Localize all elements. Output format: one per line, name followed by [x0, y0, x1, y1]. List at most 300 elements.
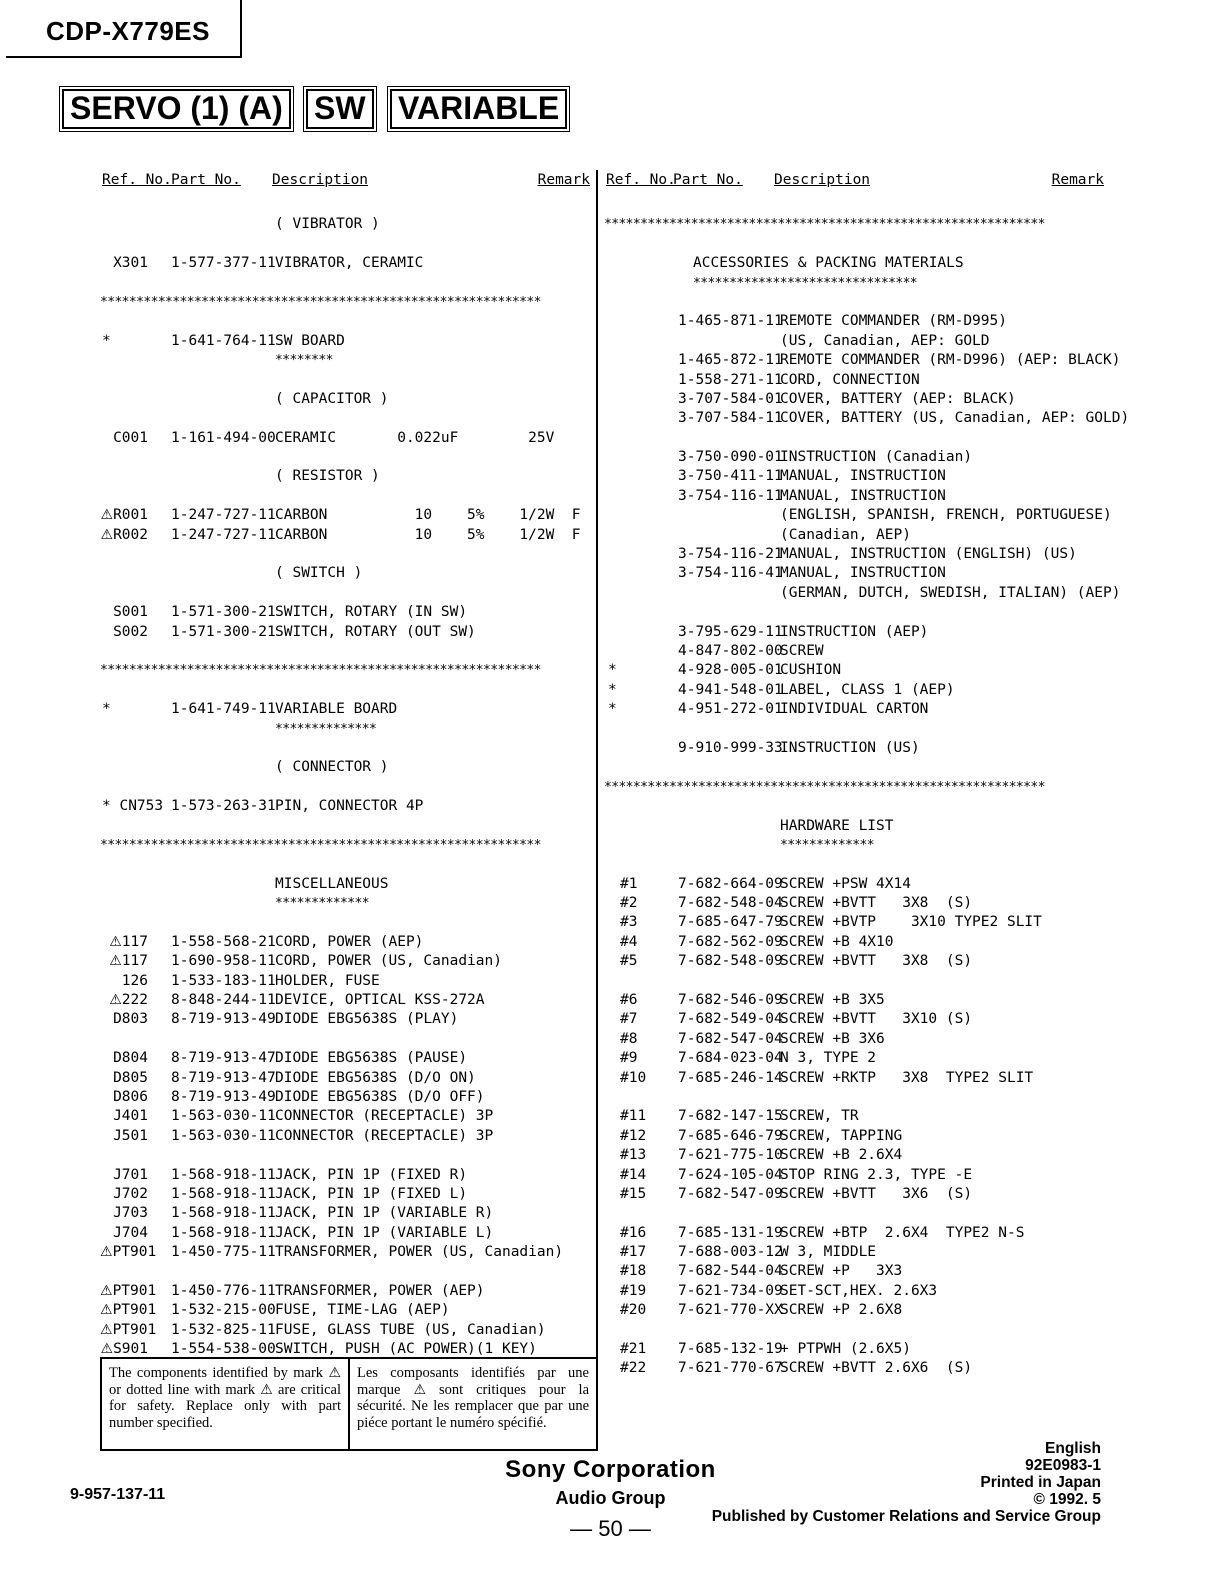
description: DIODE EBG5638S (D/O OFF) [275, 1088, 485, 1105]
ref-no [100, 952, 148, 971]
part-no: 3-707-584-01 [678, 390, 783, 407]
description: SCREW +BVTT 3X8 (S) [780, 953, 973, 970]
description-continued: (Canadian, AEP) [780, 526, 911, 543]
row-gap [604, 1204, 1104, 1223]
description: MANUAL, INSTRUCTION [780, 487, 946, 504]
safety-notice [100, 1357, 598, 1451]
description: REMOTE COMMANDER (RM-D995) [780, 313, 1007, 330]
part-row [100, 933, 590, 952]
part-no: 1-568-918-11 [171, 1166, 276, 1183]
part-row [604, 1010, 1104, 1029]
part-row [604, 545, 1104, 564]
ref-no: #6 [620, 992, 638, 1009]
description: CONNECTOR (RECEPTACLE) 3P [275, 1108, 494, 1125]
part-row [604, 661, 1104, 680]
ref-no [100, 1185, 148, 1204]
board-underline: ******** [275, 353, 333, 369]
part-row [604, 409, 1130, 428]
part-row [604, 371, 1104, 390]
part-no: 1-563-030-11 [171, 1127, 276, 1144]
part-no: 1-450-775-11 [171, 1244, 276, 1261]
description: SCREW +BVTT 3X6 (S) [780, 1185, 973, 1202]
print-date: © 1992. 5 [1033, 1491, 1101, 1508]
ref-text: PT901 [112, 1282, 157, 1299]
description: SCREW, TR [780, 1108, 859, 1125]
separator-stars: ************************************************************* [100, 294, 541, 310]
part-no: 7-682-544-04 [678, 1263, 783, 1280]
part-no: 7-682-549-04 [678, 1011, 783, 1028]
part-row [604, 1301, 1104, 1320]
part-no: 1-532-825-11 [171, 1321, 276, 1338]
ref-no [100, 933, 148, 952]
part-row: ⚠R001 1-247-727-11 CARBON 10 5% 1/2W F [100, 506, 590, 525]
ref-text: PT901 [112, 1302, 157, 1319]
part-no: 8-719-913-47 [171, 1050, 276, 1067]
header-remark: Remark [1051, 172, 1104, 188]
safety-warning-icon: ⚠ [100, 1321, 113, 1338]
separator-stars: ************************************************************* [604, 217, 1045, 233]
ref-no [100, 1107, 148, 1126]
part-no: 1-690-958-11 [171, 953, 276, 970]
part-row: * 1-641-764-11 SW BOARD [102, 332, 345, 349]
part-row [604, 312, 1104, 331]
header-part-no: Part No. [673, 172, 743, 188]
part-row [100, 1282, 590, 1301]
part-no: 1-465-871-11 [678, 313, 783, 330]
mark: * [608, 701, 617, 718]
part-row [604, 681, 1104, 700]
part-row [604, 506, 1112, 525]
part-row [100, 972, 590, 991]
description: DIODE EBG5638S (D/O ON) [275, 1069, 476, 1086]
right-parts-column [604, 168, 1130, 1379]
mark: * [608, 681, 617, 698]
safety-warning-icon: ⚠ [100, 1302, 113, 1319]
description: MANUAL, INSTRUCTION [780, 468, 946, 485]
part-row [100, 1069, 590, 1088]
description: SCREW +BVTT 2.6X6 (S) [780, 1360, 973, 1377]
ref-text: J701 [113, 1166, 148, 1183]
part-no: 7-621-770-67 [678, 1360, 783, 1377]
ref-text: 126 [121, 972, 148, 989]
publisher: Published by Customer Relations and Service Group [711, 1508, 1101, 1525]
description: SCREW +BTP 2.6X4 TYPE2 N-S [780, 1224, 1025, 1241]
part-row [100, 1321, 590, 1340]
part-row [604, 448, 1104, 467]
description: CORD, CONNECTION [780, 371, 920, 388]
description: SCREW +BVTT 3X8 (S) [780, 895, 973, 912]
part-row [604, 467, 1104, 486]
column-headers [100, 168, 590, 196]
section-miscellaneous: MISCELLANEOUS [275, 875, 389, 892]
description: + PTPWH (2.6X5) [780, 1341, 911, 1358]
description: DIODE EBG5638S (PAUSE) [275, 1050, 468, 1067]
description: SCREW +PSW 4X14 [780, 875, 911, 892]
part-no: 8-848-244-11 [171, 992, 276, 1009]
part-row [100, 1204, 590, 1223]
ref-text: J501 [113, 1127, 148, 1144]
description-continued: (ENGLISH, SPANISH, FRENCH, PORTUGUESE) [780, 507, 1112, 524]
corporation-name: Sony Corporation [505, 1456, 716, 1483]
part-row [604, 1049, 1104, 1068]
part-no: 4-941-548-01 [678, 681, 783, 698]
description: INDIVIDUAL CARTON [780, 701, 929, 718]
part-no: 1-450-776-11 [171, 1282, 276, 1299]
ref-no: #8 [620, 1030, 638, 1047]
part-row [100, 1107, 590, 1126]
description: SCREW +B 3X5 [780, 992, 885, 1009]
description: SCREW [780, 642, 824, 659]
corporation-group: Audio Group [555, 1488, 666, 1508]
heading-sw: SW [306, 89, 374, 129]
part-row [604, 875, 1104, 894]
part-row [604, 1262, 1104, 1281]
part-no: 1-558-568-21 [171, 933, 276, 950]
section-underline: ************* [780, 837, 874, 853]
accessories-list [604, 312, 1130, 758]
row-gap [100, 1262, 590, 1281]
ref-text: PT901 [112, 1321, 157, 1338]
ref-no: #13 [620, 1147, 647, 1164]
section-underline: ******************************* [693, 275, 918, 291]
ref-no: #17 [620, 1244, 647, 1261]
description: SCREW +B 4X10 [780, 933, 894, 950]
safety-notice-french: Les composants identifiés par une marque ⚠ sont critiques pour la sécurité. Ne les remplacer que par une piéce portant le numéro spécifié. [357, 1365, 590, 1431]
ref-no [100, 972, 148, 991]
safety-warning-icon: ⚠ [109, 953, 122, 970]
description: CONNECTOR (RECEPTACLE) 3P [275, 1127, 494, 1144]
ref-no: #21 [620, 1341, 647, 1358]
description: JACK, PIN 1P (FIXED R) [275, 1166, 468, 1183]
description: FUSE, GLASS TUBE (US, Canadian) [275, 1321, 546, 1338]
left-parts-column [100, 168, 590, 1359]
ref-no: #1 [620, 875, 638, 892]
description: CORD, POWER (US, Canadian) [275, 953, 502, 970]
description: INSTRUCTION (US) [780, 739, 920, 756]
section-switch: ( SWITCH ) [275, 565, 363, 582]
part-row: C001 1-161-494-00 CERAMIC 0.022uF 25V [113, 429, 555, 446]
ref-text: PT901 [112, 1244, 157, 1261]
part-row [604, 1146, 1104, 1165]
part-no: 7-682-664-09 [678, 875, 783, 892]
safety-warning-icon: ⚠ [413, 1381, 427, 1398]
section-vibrator: ( VIBRATOR ) [275, 216, 380, 233]
section-capacitor: ( CAPACITOR ) [275, 390, 389, 407]
part-row [604, 1340, 1104, 1359]
ref-no: #20 [620, 1302, 647, 1319]
part-no: 3-754-116-41 [678, 565, 783, 582]
ref-no: #7 [620, 1011, 638, 1028]
row-gap [604, 603, 1104, 622]
part-no: 3-707-584-11 [678, 410, 783, 427]
description: W 3, MIDDLE [780, 1244, 877, 1261]
document-code: 92E0983-1 [1025, 1457, 1101, 1474]
safety-warning-icon: ⚠ [100, 1244, 113, 1261]
part-no: 7-621-734-09 [678, 1282, 783, 1299]
part-row [604, 487, 1104, 506]
header-part-no: Part No. [171, 172, 241, 188]
part-row: X301 1-577-377-11 VIBRATOR, CERAMIC [113, 255, 424, 272]
part-row [100, 1224, 590, 1243]
ref-no [100, 1069, 148, 1088]
ref-no [100, 1127, 148, 1146]
language-label: English [1045, 1440, 1101, 1457]
part-no: 7-682-546-09 [678, 992, 783, 1009]
part-row [604, 1282, 1104, 1301]
part-no: 7-621-775-10 [678, 1147, 783, 1164]
part-row [604, 623, 1104, 642]
separator-stars: ************************************************************* [604, 779, 1045, 795]
ref-no: #9 [620, 1050, 638, 1067]
ref-no: #11 [620, 1108, 647, 1125]
part-no: 7-682-548-04 [678, 895, 783, 912]
ref-text: J401 [113, 1108, 148, 1125]
separator-stars: ************************************************************* [100, 837, 541, 853]
row-gap [604, 972, 1104, 991]
ref-no [100, 1166, 148, 1185]
safety-warning-icon: ⚠ [100, 1341, 114, 1358]
part-row: S002 1-571-300-21 SWITCH, ROTARY (OUT SW) [113, 623, 476, 640]
description: MANUAL, INSTRUCTION [780, 565, 946, 582]
ref-no [100, 991, 148, 1010]
description: CORD, POWER (AEP) [275, 933, 424, 950]
board-underline: ************** [275, 721, 377, 737]
part-no: 8-719-913-49 [171, 1088, 276, 1105]
hardware-list [604, 875, 1104, 1379]
ref-text: J702 [113, 1185, 148, 1202]
part-row: * CN753 1-573-263-31 PIN, CONNECTOR 4P [102, 798, 424, 815]
part-row [604, 1030, 1104, 1049]
description: SCREW, TAPPING [780, 1127, 903, 1144]
part-no: 7-685-132-19 [678, 1341, 783, 1358]
part-no: 7-682-562-09 [678, 933, 783, 950]
header-description: Description [272, 172, 369, 188]
description: COVER, BATTERY (US, Canadian, AEP: GOLD) [780, 410, 1130, 427]
separator-stars: ************************************************************* [100, 663, 541, 679]
part-no: 7-685-246-14 [678, 1069, 783, 1086]
safety-warning-icon: ⚠ [260, 1381, 273, 1398]
description: JACK, PIN 1P (VARIABLE R) [275, 1205, 494, 1222]
part-no: 7-682-548-09 [678, 953, 783, 970]
description: HOLDER, FUSE [275, 972, 380, 989]
ref-no [100, 1243, 157, 1262]
description: CUSHION [780, 662, 842, 679]
header-description: Description [774, 172, 871, 188]
part-row [604, 739, 1104, 758]
part-no: 7-688-003-12 [678, 1244, 783, 1261]
part-no: 1-568-918-11 [171, 1185, 276, 1202]
part-row [100, 1127, 590, 1146]
part-row [100, 952, 590, 971]
description: SCREW +B 3X6 [780, 1030, 885, 1047]
ref-no: #15 [620, 1185, 647, 1202]
description: SCREW +B 2.6X4 [780, 1147, 903, 1164]
description: N 3, TYPE 2 [780, 1050, 877, 1067]
ref-no [100, 1010, 148, 1029]
part-no: 4-847-802-00 [678, 642, 783, 659]
description: SCREW +BVTP 3X10 TYPE2 SLIT [780, 914, 1042, 931]
ref-text: D804 [113, 1050, 148, 1067]
part-no: 7-621-770-XX [678, 1302, 783, 1319]
part-row: ⚠R002 1-247-727-11 CARBON 10 5% 1/2W F [100, 526, 590, 545]
part-row [100, 1088, 590, 1107]
description: STOP RING 2.3, TYPE -E [780, 1166, 973, 1183]
part-row [604, 991, 1104, 1010]
row-gap [604, 1321, 1104, 1340]
description: JACK, PIN 1P (FIXED L) [275, 1185, 468, 1202]
part-row [100, 1049, 590, 1068]
ref-text: S901 [113, 1341, 148, 1358]
part-no: 3-750-090-01 [678, 449, 783, 466]
row-gap [100, 1030, 590, 1049]
part-row [604, 526, 1104, 545]
part-no: 1-568-918-11 [171, 1205, 276, 1222]
part-row [100, 1166, 590, 1185]
printed-in: Printed in Japan [980, 1474, 1101, 1491]
row-gap [604, 1088, 1104, 1107]
part-row [100, 1301, 590, 1320]
part-row [604, 952, 1104, 971]
description-continued: (GERMAN, DUTCH, SWEDISH, ITALIAN) (AEP) [780, 584, 1121, 601]
part-no: 7-682-147-15 [678, 1108, 783, 1125]
ref-no [100, 1321, 157, 1340]
part-row [604, 933, 1104, 952]
ref-no [100, 1049, 148, 1068]
part-no: 1-533-183-11 [171, 972, 276, 989]
part-no: 1-558-271-11 [678, 371, 783, 388]
ref-no: #3 [620, 914, 638, 931]
ref-no: #4 [620, 933, 638, 950]
ref-text: D803 [113, 1011, 148, 1028]
part-row [604, 584, 1121, 603]
header-ref-no: Ref. No. [102, 172, 172, 188]
description-continued: (US, Canadian, AEP: GOLD [780, 332, 990, 349]
part-no: 7-684-023-04 [678, 1050, 783, 1067]
model-number: CDP-X779ES [46, 16, 210, 46]
header-remark: Remark [537, 172, 590, 188]
section-resistor: ( RESISTOR ) [275, 468, 380, 485]
page-number: — 50 — [570, 1516, 651, 1541]
ref-no: #12 [620, 1127, 647, 1144]
part-row [604, 564, 1104, 583]
description: DEVICE, OPTICAL KSS-272A [275, 992, 485, 1009]
column-divider [596, 170, 598, 1450]
description: LABEL, CLASS 1 (AEP) [780, 681, 955, 698]
part-row [604, 642, 1104, 661]
part-no: 4-928-005-01 [678, 662, 783, 679]
description: JACK, PIN 1P (VARIABLE L) [275, 1224, 494, 1241]
part-no: 7-682-547-09 [678, 1185, 783, 1202]
part-row [604, 390, 1104, 409]
safety-warning-icon: ⚠ [100, 507, 114, 524]
part-row [100, 1185, 590, 1204]
ref-no: #16 [620, 1224, 647, 1241]
part-no: 7-682-547-04 [678, 1030, 783, 1047]
description: SWITCH, PUSH (AC POWER)(1 KEY) [275, 1341, 537, 1358]
row-gap [604, 720, 1104, 739]
safety-warning-icon: ⚠ [328, 1365, 341, 1381]
part-row [604, 1185, 1104, 1204]
heading-servo: SERVO (1) (A) [62, 89, 291, 129]
ref-text: J703 [113, 1205, 148, 1222]
part-no: 7-685-646-79 [678, 1127, 783, 1144]
header-ref-no: Ref. No. [606, 172, 676, 188]
description: SET-SCT,HEX. 2.6X3 [780, 1282, 938, 1299]
safety-warning-icon: ⚠ [109, 992, 122, 1009]
ref-text: D806 [113, 1088, 148, 1105]
part-no: 7-685-647-79 [678, 914, 783, 931]
part-row [100, 991, 590, 1010]
ref-no: #10 [620, 1069, 647, 1086]
ref-no [100, 1282, 157, 1301]
part-no: 3-754-116-11 [678, 487, 783, 504]
ref-no: #19 [620, 1282, 647, 1299]
description: SCREW +P 2.6X8 [780, 1302, 903, 1319]
print-info [980, 1440, 1101, 1508]
part-no: 1-563-030-11 [171, 1108, 276, 1125]
ref-text: D805 [113, 1069, 148, 1086]
description: SCREW +BVTT 3X10 (S) [780, 1011, 973, 1028]
ref-no [100, 1204, 148, 1223]
part-row [604, 1069, 1104, 1088]
part-no: 1-532-215-00 [171, 1302, 276, 1319]
part-row [604, 1127, 1104, 1146]
heading-variable: VARIABLE [390, 89, 567, 129]
ref-text: J704 [113, 1224, 148, 1241]
ref-text: 117 [121, 953, 148, 970]
document-number: 9-957-137-11 [70, 1486, 166, 1503]
part-row [604, 1224, 1104, 1243]
ref-no: #18 [620, 1263, 647, 1280]
ref-text: 222 [121, 992, 148, 1009]
safety-warning-icon: ⚠ [109, 933, 122, 950]
part-no: 9-910-999-33 [678, 739, 783, 756]
ref-no: #2 [620, 895, 638, 912]
section-hardware: HARDWARE LIST [780, 817, 894, 834]
part-row: * 1-641-749-11 VARIABLE BOARD [102, 701, 398, 718]
ref-no: #14 [620, 1166, 647, 1183]
description: TRANSFORMER, POWER (US, Canadian) [275, 1244, 564, 1261]
part-row [604, 1166, 1104, 1185]
part-no: 1-554-538-00 [171, 1341, 276, 1358]
part-no: 7-624-105-04 [678, 1166, 783, 1183]
part-row [604, 1243, 1104, 1262]
description: DIODE EBG5638S (PLAY) [275, 1011, 459, 1028]
part-row [604, 894, 1104, 913]
part-row [100, 1243, 590, 1262]
model-box [6, 0, 242, 58]
description: COVER, BATTERY (AEP: BLACK) [780, 390, 1016, 407]
part-row [100, 1010, 590, 1029]
part-row [604, 332, 1104, 351]
column-headers [604, 168, 1104, 196]
part-no: 8-719-913-49 [171, 1011, 276, 1028]
ref-no [100, 1224, 148, 1243]
row-gap [604, 429, 1104, 448]
part-no: 3-795-629-11 [678, 623, 783, 640]
description: INSTRUCTION (Canadian) [780, 449, 973, 466]
section-connector: ( CONNECTOR ) [275, 759, 389, 776]
section-accessories: ACCESSORIES & PACKING MATERIALS [693, 255, 964, 272]
description: SCREW +P 3X3 [780, 1263, 903, 1280]
part-no: 1-465-872-11 [678, 352, 783, 369]
part-no: 7-685-131-19 [678, 1224, 783, 1241]
section-underline: ************* [275, 896, 369, 912]
safety-warning-icon: ⚠ [100, 526, 114, 543]
part-no: 3-750-411-11 [678, 468, 783, 485]
part-no: 8-719-913-47 [171, 1069, 276, 1086]
part-row [604, 1359, 1104, 1378]
